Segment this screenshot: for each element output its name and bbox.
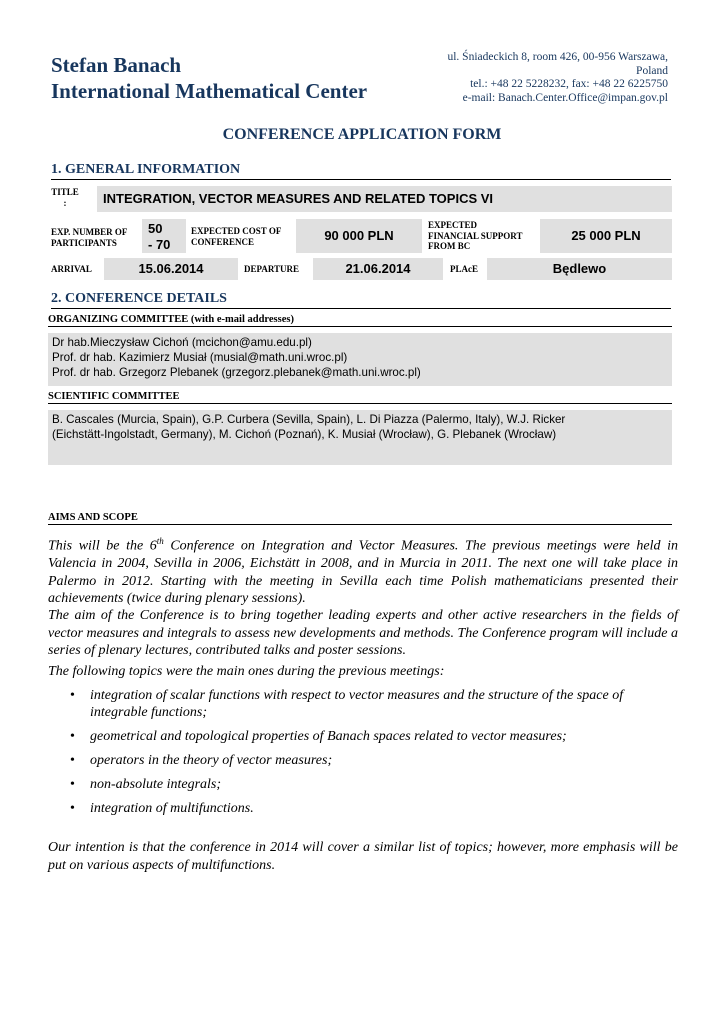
place-label: PLAcE	[450, 264, 478, 274]
organization-name	[51, 52, 367, 104]
departure-label: DEPARTURE	[244, 264, 300, 274]
title-label: TITLE :	[51, 187, 79, 208]
title-field[interactable]: INTEGRATION, VECTOR MEASURES AND RELATED TOPICS VI	[97, 186, 672, 212]
organizing-committee-field[interactable]	[48, 333, 672, 386]
list-item: • non-absolute integrals;	[70, 777, 222, 792]
general-information-heading: 1. GENERAL INFORMATION	[51, 162, 671, 180]
cost-label: EXPECTED COST OF CONFERENCE	[191, 226, 282, 247]
address-street: ul. Śniadeckich 8, room 426, 00-956 Warszawa,	[447, 51, 668, 63]
organization-name-line1: Stefan Banach	[51, 53, 182, 77]
address-email: e-mail: Banach.Center.Office@impan.gov.pl	[462, 91, 668, 104]
aims-paragraph-2: The aim of the Conference is to bring together leading experts and other active researchers in the fields of vector measures and integrals to assess new developments and methods. The Conference program will include a series of plenary lectures, contributed talks and poster sessions.	[48, 608, 678, 658]
topics-list	[48, 687, 678, 824]
support-label: EXPECTED FINANCIAL SUPPORT FROM BC	[428, 220, 523, 251]
address-phone: tel.: +48 22 5228232, fax: +48 22 6225750	[470, 78, 668, 90]
place-field[interactable]: Będlewo	[487, 258, 672, 280]
form-title: CONFERENCE APPLICATION FORM	[222, 126, 502, 143]
scientific-committee-heading: SCIENTIFIC COMMITTEE	[48, 391, 672, 404]
arrival-field[interactable]: 15.06.2014	[104, 258, 238, 280]
organizing-member: Prof. dr hab. Kazimierz Musiał (musial@math.uni.wroc.pl)	[52, 351, 348, 364]
conference-details-heading: 2. CONFERENCE DETAILS	[51, 291, 671, 309]
organizing-committee-heading: ORGANIZING COMMITTEE (with e-mail addresses)	[48, 314, 672, 327]
list-item: • integration of multifunctions.	[70, 801, 254, 816]
aims-paragraph-1: This will be the 6th Conference on Integration and Vector Measures. The previous meetings were held in Valencia in 2004, Sevilla in 2006, Eichstätt in 2008, and in Murcia in 2011. The next one will take place in Palermo in 2012. Starting with the meeting in Sevilla each time Polish mathematicians presented their achievements (twice during plenary sessions).	[48, 536, 678, 607]
participants-field[interactable]: 50 - 70	[142, 219, 186, 253]
support-field[interactable]: 25 000 PLN	[540, 219, 672, 253]
arrival-label: ARRIVAL	[51, 264, 92, 274]
list-item: • integration of scalar functions with respect to vector measures and the structure of the space of integrable functions;	[70, 688, 624, 720]
organization-address	[408, 51, 668, 105]
list-item: • operators in the theory of vector measures;	[70, 753, 333, 768]
aims-paragraph-4: Our intention is that the conference in 2014 will cover a similar list of topics; however, more emphasis will be put on various aspects of multifunctions.	[48, 840, 678, 873]
aims-and-scope-heading: AIMS AND SCOPE	[48, 512, 672, 525]
address-country: Poland	[636, 64, 668, 77]
participants-label: EXP. NUMBER OF PARTICIPANTS	[51, 227, 128, 248]
organizing-member: Prof. dr hab. Grzegorz Plebanek (grzegorz.plebanek@math.uni.wroc.pl)	[52, 366, 421, 379]
list-item: • geometrical and topological properties of Banach spaces related to vector measures;	[70, 729, 567, 744]
organizing-member: Dr hab.Mieczysław Cichoń (mcichon@amu.edu.pl)	[52, 336, 312, 349]
organization-name-line2: International Mathematical Center	[51, 79, 368, 103]
scientific-committee-field[interactable]: B. Cascales (Murcia, Spain), G.P. Curbera (Sevilla, Spain), L. Di Piazza (Palermo, Italy), W.J. Ricker (Eichstätt-Ingolstadt, Germany), M. Cichoń (Poznań), K. Musiał (Wrocław), G. Plebanek (Wrocław)	[48, 410, 672, 465]
departure-field[interactable]: 21.06.2014	[313, 258, 443, 280]
aims-paragraph-3: The following topics were the main ones during the previous meetings:	[48, 664, 445, 679]
cost-field[interactable]: 90 000 PLN	[296, 219, 422, 253]
